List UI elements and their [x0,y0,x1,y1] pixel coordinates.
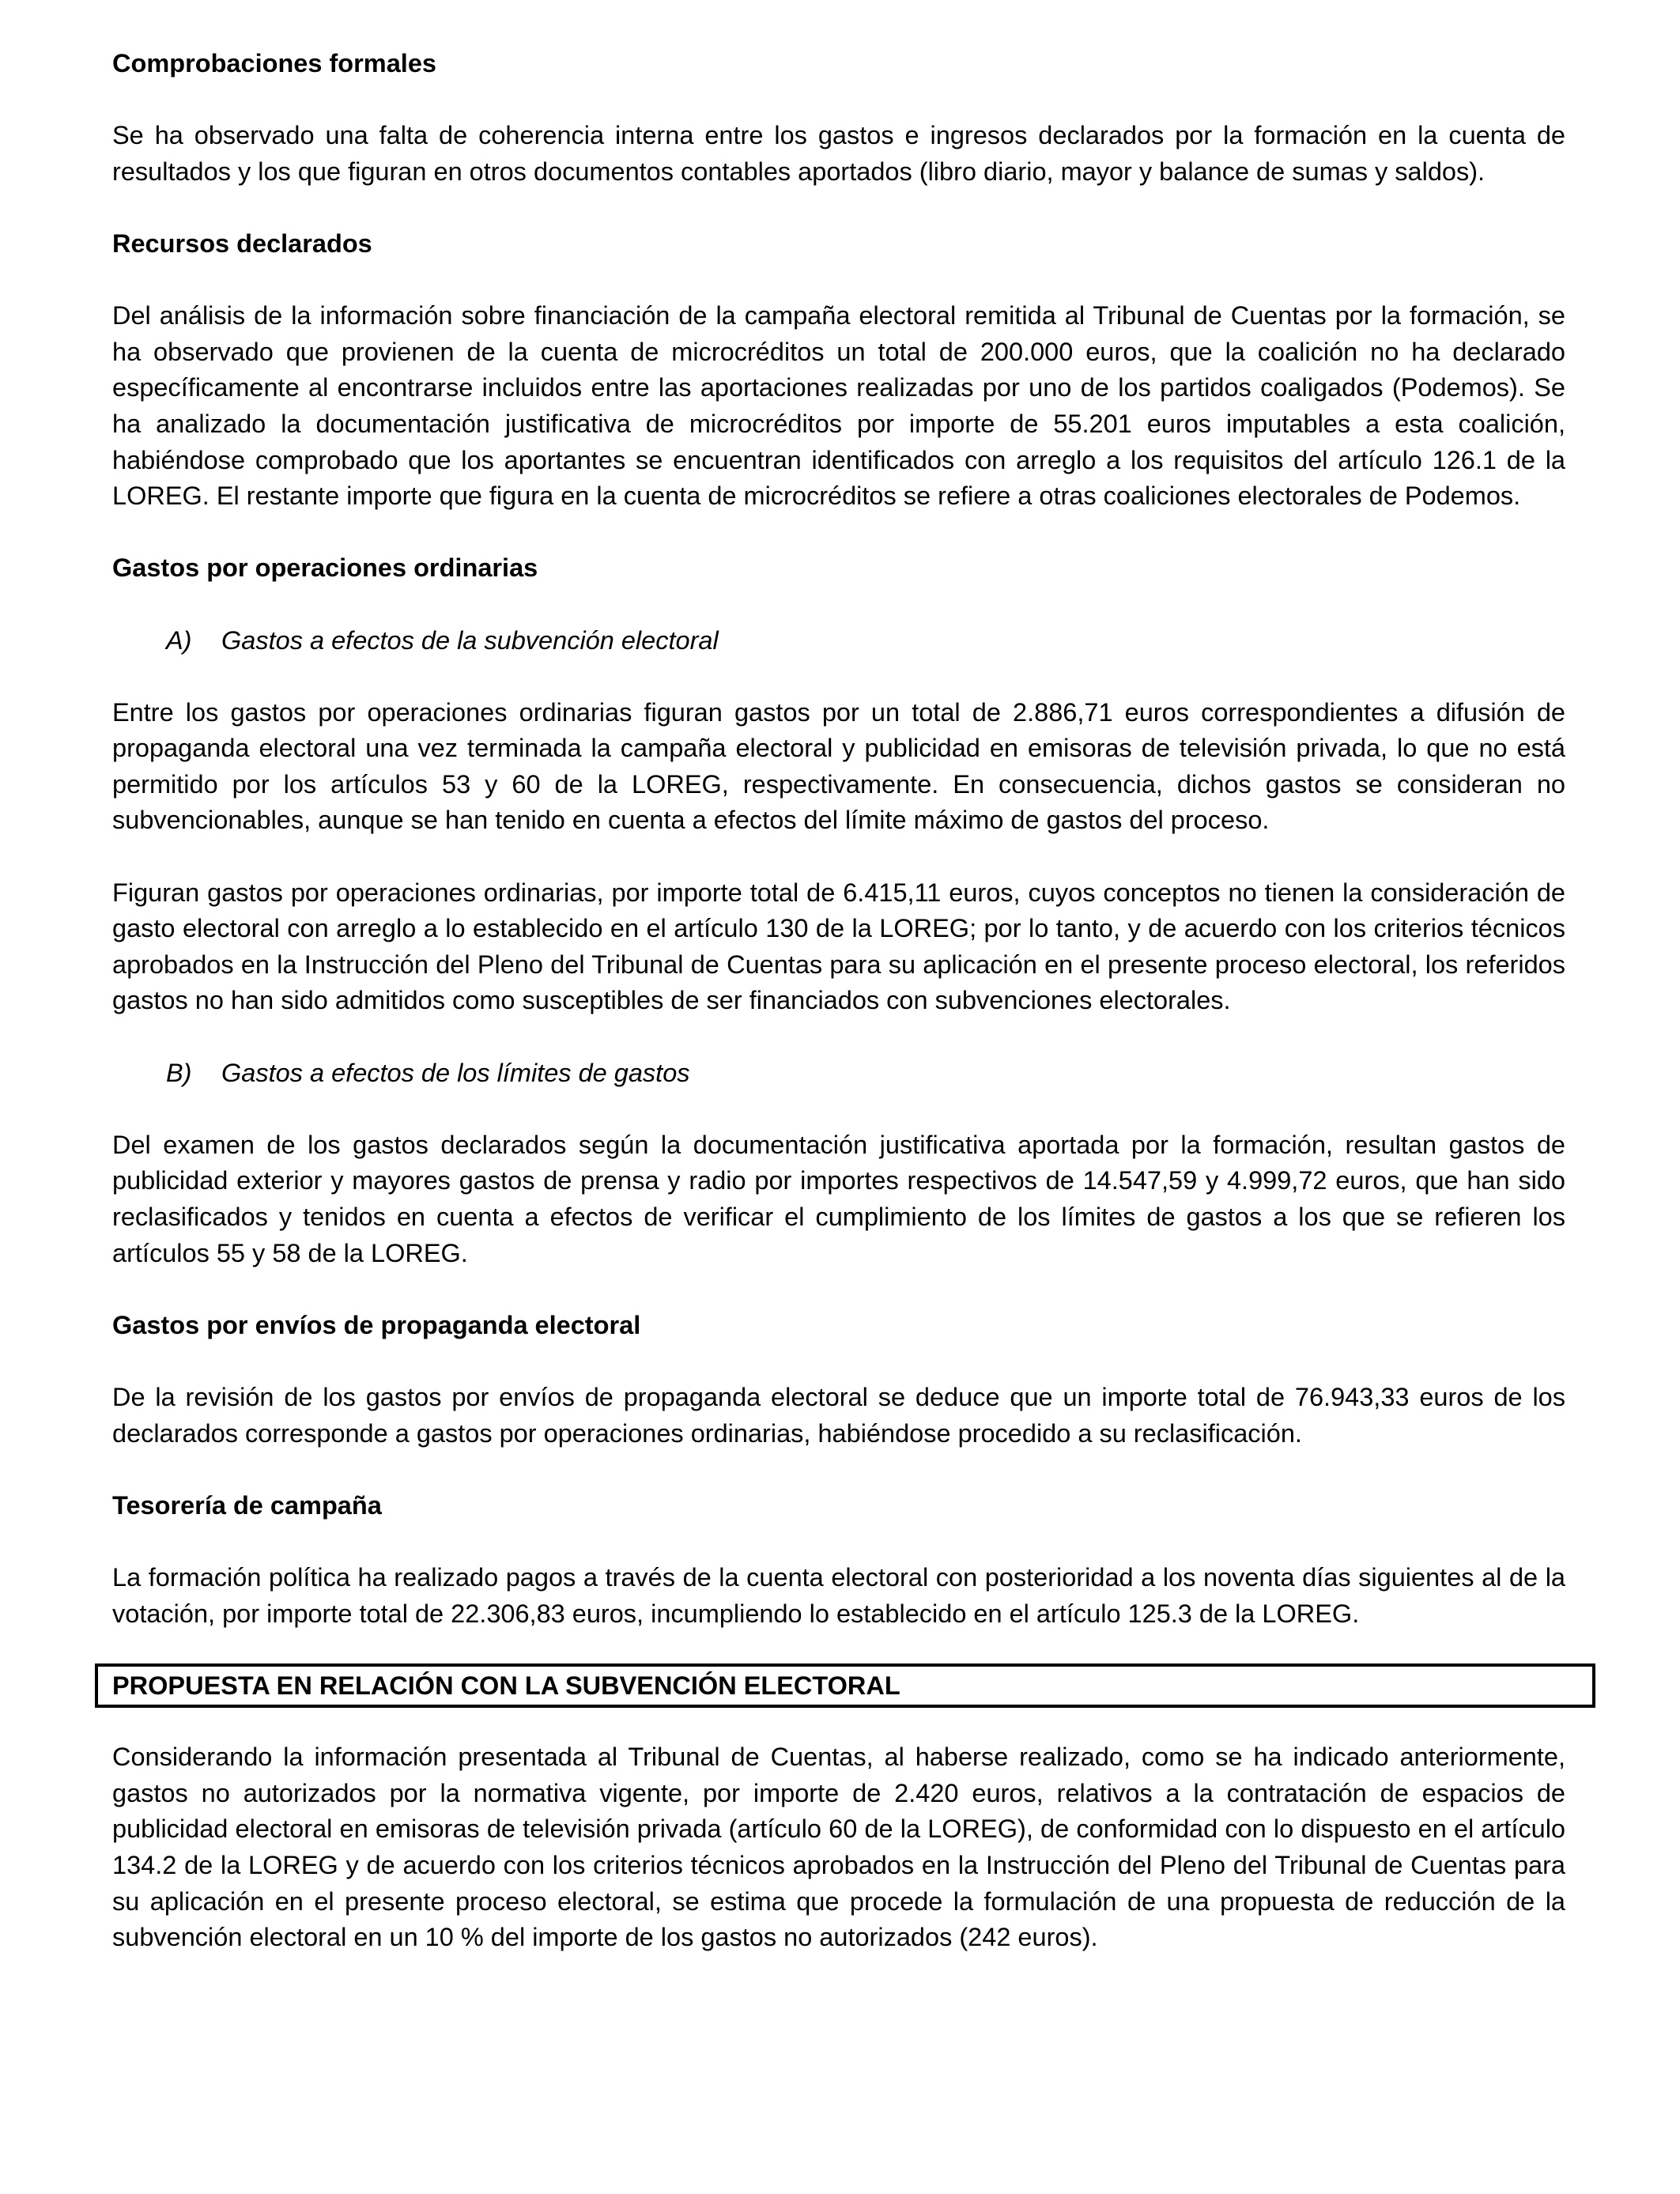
boxed-heading-propuesta [95,1663,1595,1708]
heading-gastos-envios-propaganda: Gastos por envíos de propaganda electoral [112,1310,641,1339]
paragraph-gastos-limites: Del examen de los gastos declarados según la documentación justificativa aportada por la formación, resultan gastos de publicidad exterior y mayores gastos de prensa y radio por importes respectivos de 14.547,59 y 4.999,72 euros, que han sido reclasificados y tenidos en cuenta a efectos de verificar el cumplimiento de los límites de gastos a los que se refieren los artículos 55 y 58 de la LOREG. [112,1130,1565,1267]
paragraph-recursos: Del análisis de la información sobre financiación de la campaña electoral remitida al Tribunal de Cuentas por la formación, se ha observado que provienen de la cuenta de microcréditos un total de 200.000 euros, que la coalición no ha declarado específicamente al encontrarse incluidos entre las aportaciones realizadas por uno de los partidos coaligados (Podemos). Se ha analizado la documentación justificativa de microcréditos por importe de 55.201 euros imputables a esta coalición, habiéndose comprobado que los aportantes se encuentran identificados con arreglo a los requisitos del artículo 126.1 de la LOREG. El restante importe que figura en la cuenta de microcréditos se refiere a otras coaliciones electorales de Podemos. [112,301,1565,511]
paragraph-propuesta: Considerando la información presentada al Tribunal de Cuentas, al haberse realizado, como se ha indicado anteriormente, gastos no autorizados por la normativa vigente, por importe de 2.420 euros, relativos a la contratación de espacios de publicidad electoral en emisoras de televisión privada (artículo 60 de la LOREG), de conformidad con lo dispuesto en el artículo 134.2 de la LOREG y de acuerdo con los criterios técnicos aprobados en la Instrucción del Pleno del Tribunal de Cuentas para su aplicación en el presente proceso electoral, se estima que procede la formulación de una propuesta de reducción de la subvención electoral en un 10 % del importe de los gastos no autorizados (242 euros). [112,1743,1565,1952]
subheading-b-title: Gastos a efectos de los límites de gastos [221,1058,690,1087]
document-body [112,46,1565,1956]
paragraph-gastos-subvencion-1: Entre los gastos por operaciones ordinarias figuran gastos por un total de 2.886,71 euros correspondientes a difusión de propaganda electoral una vez terminada la campaña electoral y publicidad en emisoras de televisión privada, lo que no está permitido por los artículos 53 y 60 de la LOREG, respectivamente. En consecuencia, dichos gastos se consideran no subvencionables, aunque se han tenido en cuenta a efectos del límite máximo de gastos del proceso. [112,697,1565,835]
subheading-b-letter: B) [166,1058,192,1087]
heading-tesoreria-campana: Tesorería de campaña [112,1490,382,1520]
boxed-heading-propuesta-text: PROPUESTA EN RELACIÓN CON LA SUBVENCIÓN ELECTORAL [112,1671,900,1701]
paragraph-gastos-subvencion-2: Figuran gastos por operaciones ordinarias, por importe total de 6.415,11 euros, cuyos conceptos no tienen la consideración de gasto electoral con arreglo a lo establecido en el artículo 130 de la LOREG; por lo tanto, y de acuerdo con los criterios técnicos aprobados en la Instrucción del Pleno del Tribunal de Cuentas para su aplicación en el presente proceso electoral, los referidos gastos no han sido admitidos como susceptibles de ser financiados con subvenciones electorales. [112,878,1565,1015]
paragraph-comprobaciones: Se ha observado una falta de coherencia interna entre los gastos e ingresos declarados por la formación en la cuenta de resultados y los que figuran en otros documentos contables aportados (libro diario, mayor y balance de sumas y saldos). [112,121,1565,186]
paragraph-tesoreria: La formación política ha realizado pagos a través de la cuenta electoral con posterioridad a los noventa días siguientes al de la votación, por importe total de 22.306,83 euros, incumpliendo lo establecido en el artículo 125.3 de la LOREG. [112,1562,1565,1628]
subheading-a-title: Gastos a efectos de la subvención electoral [221,625,719,655]
subheading-b [112,1055,1565,1092]
subheading-a [112,623,1565,659]
heading-comprobaciones-formales: Comprobaciones formales [112,49,436,77]
subheading-a-letter: A) [166,625,192,655]
paragraph-envios-propaganda: De la revisión de los gastos por envíos de propaganda electoral se deduce que un importe total de 76.943,33 euros de los declarados corresponde a gastos por operaciones ordinarias, habiéndose procedido a su reclasificación. [112,1382,1565,1448]
heading-gastos-operaciones-ordinarias: Gastos por operaciones ordinarias [112,553,538,583]
heading-recursos-declarados: Recursos declarados [112,228,372,258]
